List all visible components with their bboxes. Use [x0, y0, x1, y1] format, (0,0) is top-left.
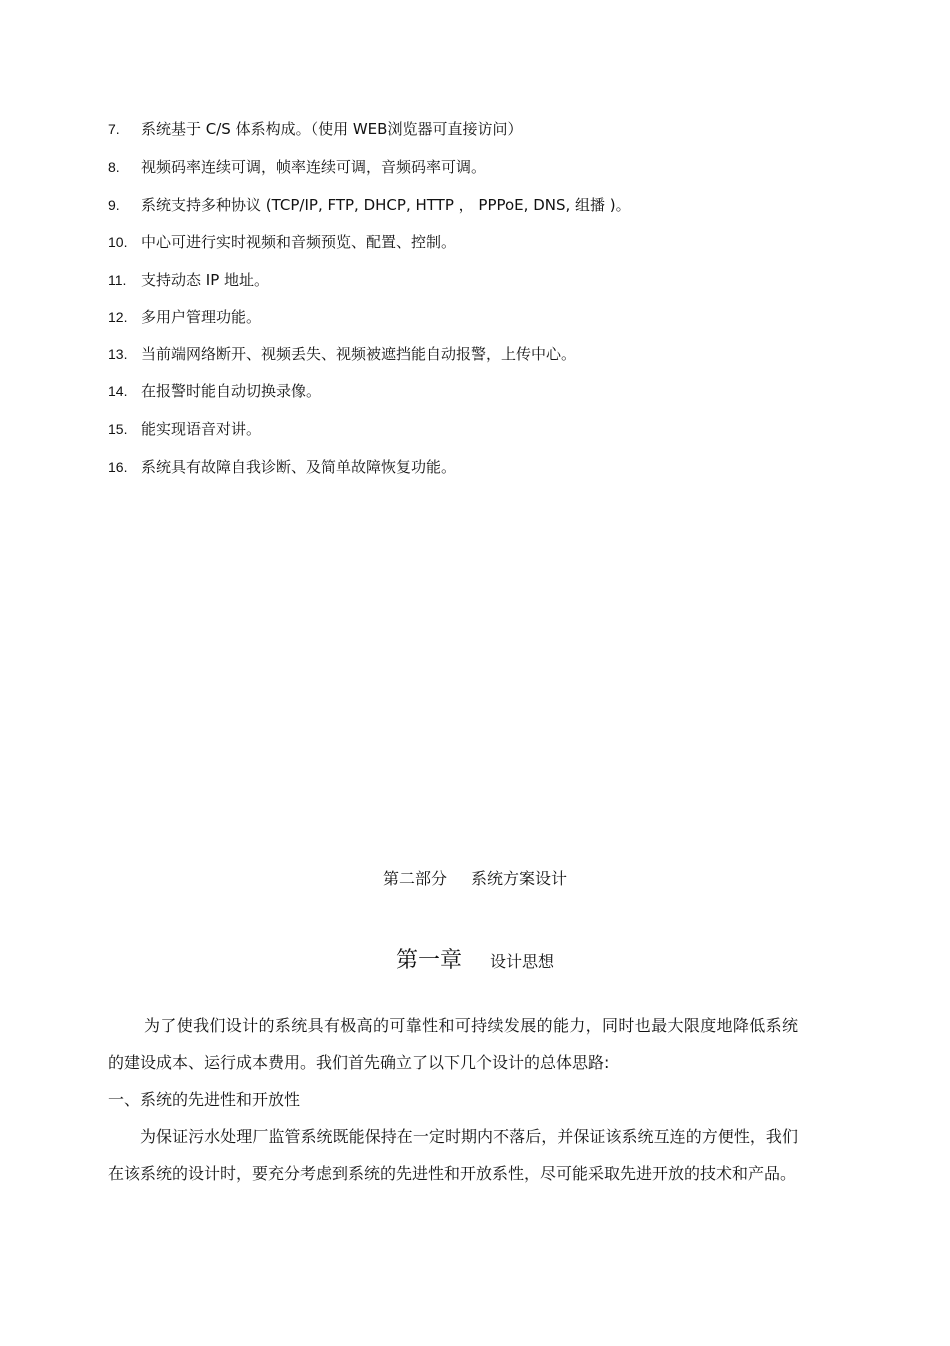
list-item-text: 系统基于 C/S 体系构成。（使用 WEB浏览器可直接访问） [141, 120, 523, 138]
list-item [108, 457, 456, 477]
list-item [108, 381, 321, 401]
list-item [108, 307, 261, 327]
list-item-text: 能实现语音对讲。 [141, 420, 262, 438]
list-item [108, 270, 269, 290]
list-item-text: 在报警时能自动切换录像。 [141, 382, 322, 400]
list-item-number: 15. [108, 421, 128, 437]
list-item [108, 232, 456, 252]
list-item [108, 344, 576, 364]
list-item [108, 119, 522, 139]
list-item-text: 系统具有故障自我诊断、及简单故障恢复功能。 [141, 458, 457, 476]
list-item-number: 12. [108, 309, 128, 325]
list-item-text: 支持动态 IP 地址。 [141, 271, 270, 289]
section-paragraph: 为保证污水处理厂监管系统既能保持在一定时期内不落后，并保证该系统互连的方便性，我们在该系统的设计时，要充分考虑到系统的先进性和开放系性，尽可能采取先进开放的技术和产品。 [108, 1127, 798, 1183]
list-item [108, 195, 631, 215]
part-name: 系统方案设计 [471, 869, 568, 888]
list-item [108, 157, 486, 177]
list-item-number: 11. [108, 272, 127, 288]
list-item-number: 14. [108, 383, 128, 399]
list-item-number: 16. [108, 459, 128, 475]
list-item-text: 多用户管理功能。 [141, 308, 262, 326]
list-item-number: 8. [108, 159, 120, 175]
list-item-number: 9. [108, 197, 120, 213]
chapter-name: 设计思想 [490, 952, 555, 971]
list-item-text: 系统支持多种协议 (TCP/IP, FTP, DHCP, HTTP ， PPPoE, DNS, 组播 )。 [141, 196, 631, 214]
intro-paragraph: 为了使我们设计的系统具有极高的可靠性和可持续发展的能力，同时也最大限度地降低系统的建设成本、运行成本费用。我们首先确立了以下几个设计的总体思路: [108, 1016, 798, 1072]
list-item-number: 7. [108, 121, 120, 137]
section-heading: 一、系统的先进性和开放性 [108, 1090, 301, 1109]
list-item-text: 视频码率连续可调，帧率连续可调，音频码率可调。 [141, 158, 487, 176]
list-item-number: 10. [108, 234, 128, 250]
chapter-title [0, 946, 950, 977]
list-item-text: 当前端网络断开、视频丢失、视频被遮挡能自动报警，上传中心。 [141, 345, 577, 363]
list-item-text: 中心可进行实时视频和音频预览、配置、控制。 [141, 233, 457, 251]
chapter-label: 第一章 [395, 948, 462, 973]
list-item [108, 419, 261, 439]
part-title [0, 868, 950, 890]
part-label: 第二部分 [382, 869, 447, 888]
list-item-number: 13. [108, 346, 128, 362]
